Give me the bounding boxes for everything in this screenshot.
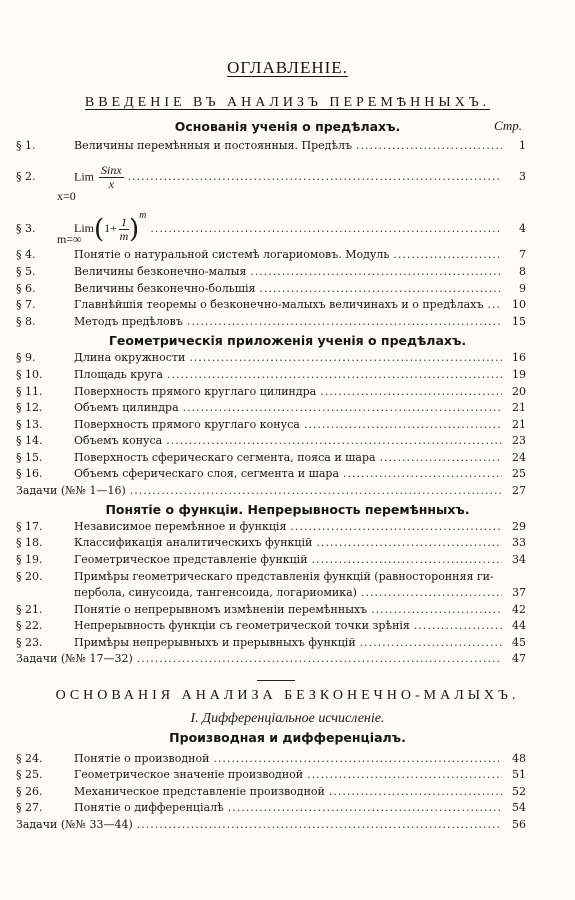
leader-dots (187, 315, 502, 328)
entry-page: 52 (512, 785, 526, 798)
entry-number: § 2. (16, 170, 36, 184)
entry-number: § 19. (16, 553, 43, 566)
leader-dots (316, 536, 502, 549)
toc-entry[interactable] (16, 368, 526, 384)
leader-dots (329, 785, 502, 798)
entry-number: § 6. (16, 282, 36, 295)
entry-page: 4 (519, 222, 526, 235)
toc-entry[interactable] (16, 467, 526, 483)
entry-page: 19 (512, 368, 526, 381)
leader-dots (320, 385, 502, 398)
entry-number: § 15. (16, 451, 43, 464)
toc-entry[interactable] (16, 298, 526, 314)
toc-entry[interactable] (16, 553, 526, 569)
entry-title: Механическое представленіе производной (74, 785, 325, 798)
subpart-heading-differential: I. Дифференціальное исчисленіе. (190, 711, 385, 726)
fraction-numerator: 1 (120, 214, 127, 229)
entry-title: Величины безконечно-малыя (74, 265, 247, 278)
fraction-denominator: m (119, 228, 129, 243)
toc-entry[interactable] (16, 603, 526, 619)
fraction-numerator: Sinx (101, 163, 122, 177)
toc-entry[interactable] (16, 401, 526, 417)
entry-title: Независимое перемѣнное и функція (74, 520, 287, 533)
entry-title: Геометрическое представленіе функцій (74, 553, 308, 566)
entry-page: 42 (512, 603, 526, 616)
toc-entry[interactable] (16, 434, 526, 450)
entry-number: § 8. (16, 315, 36, 328)
entry-title: Объемъ цилиндра (74, 401, 179, 414)
leader-dots (150, 222, 502, 235)
toc-entry[interactable] (16, 768, 526, 784)
leader-dots (166, 434, 502, 447)
toc-entry[interactable] (16, 619, 526, 635)
leader-dots (290, 520, 502, 533)
toc-entry[interactable] (16, 801, 526, 817)
toc-entry-tasks[interactable] (16, 652, 526, 668)
entry-page: 27 (512, 484, 526, 497)
entry-title: Задачи (№№ 33—44) (16, 818, 133, 831)
toc-entry[interactable] (16, 520, 526, 536)
entry-number: § 23. (16, 636, 43, 649)
entry-number: § 14. (16, 434, 43, 447)
entry-title: Понятіе о производной (74, 752, 210, 765)
entry-number: § 24. (16, 752, 43, 765)
toc-entry[interactable] (16, 418, 526, 434)
limit-formula (74, 210, 146, 243)
entry-title: Величины перемѣнныя и постоянныя. Предѣлъ (74, 139, 353, 152)
entry-page: 29 (512, 520, 526, 533)
entry-number: § 17. (16, 520, 43, 533)
entry-title: Длина окружности (74, 351, 186, 364)
toc-entry[interactable] (16, 315, 526, 331)
entry-number: § 22. (16, 619, 43, 632)
entry-page: 34 (512, 553, 526, 566)
leader-dots (130, 484, 502, 497)
entry-title: Примѣры геометрическаго представленія функцій (равносторонняя ги- (74, 570, 494, 583)
toc-entry-tasks[interactable] (16, 818, 526, 834)
entry-page: 56 (512, 818, 526, 831)
toc-entry[interactable] (16, 451, 526, 467)
leader-dots (380, 451, 502, 464)
entry-title: Поверхность прямого круглаго цилиндра (74, 385, 317, 398)
entry-page: 1 (519, 139, 526, 152)
entry-title: Понятіе о натуральной системѣ логариомовъ. Модуль (74, 248, 390, 261)
leader-dots (189, 351, 502, 364)
entry-page: 10 (512, 298, 526, 311)
page-title: ОГЛАВЛЕНIE. (227, 58, 348, 77)
entry-page: 25 (512, 467, 526, 480)
paren-plus: + (110, 221, 117, 235)
limit-subscript: m=∞ (57, 232, 82, 246)
entry-title: Примѣры непрерывныхъ и прерывныхъ функцій (74, 636, 356, 649)
leader-dots (304, 418, 502, 431)
leader-dots (393, 248, 502, 261)
paren-one: 1 (104, 221, 111, 235)
entry-number: § 26. (16, 785, 43, 798)
toc-entry[interactable] (16, 282, 526, 298)
entry-page: 21 (512, 418, 526, 431)
open-paren: ( (94, 214, 105, 245)
entry-page: 48 (512, 752, 526, 765)
leader-dots (228, 801, 502, 814)
leader-dots (356, 139, 502, 152)
entry-number: § 27. (16, 801, 43, 814)
entry-title: Площадь круга (74, 368, 163, 381)
leader-dots (487, 298, 502, 311)
entry-number: § 1. (16, 139, 36, 152)
entry-title: Понятіе о дифференціалѣ (74, 801, 224, 814)
entry-title: Методъ предѣловъ (74, 315, 183, 328)
entry-page: 51 (512, 768, 526, 781)
leader-dots (307, 768, 502, 781)
entry-title: Задачи (№№ 17—32) (16, 652, 133, 665)
entry-number: § 10. (16, 368, 43, 381)
entry-number: § 7. (16, 298, 36, 311)
leader-dots (213, 752, 502, 765)
entry-title: Задачи (№№ 1—16) (16, 484, 126, 497)
section-heading-limits: Основанія ученія о предѣлахъ. (174, 119, 401, 134)
entry-number: § 13. (16, 418, 43, 431)
toc-entry[interactable] (16, 351, 526, 367)
divider (257, 680, 295, 681)
entry-title: Поверхность прямого круглаго конуса (74, 418, 300, 431)
leader-dots (183, 401, 502, 414)
entry-number: § 20. (16, 570, 43, 583)
entry-title: Поверхность сферическаго сегмента, пояса и шара (74, 451, 376, 464)
entry-title: Объемъ сферическаго слоя, сегмента и шара (74, 467, 339, 480)
entry-number: § 4. (16, 248, 36, 261)
entry-page: 7 (519, 248, 526, 261)
toc-entry[interactable] (16, 752, 526, 768)
part-heading-introduction: ВВЕДЕНIE ВЪ АНАЛИЗЪ ПЕРЕМѢННЫХЪ. (84, 95, 491, 110)
part-heading-analysis: ОСНОВАНІЯ АНАЛИЗА БЕЗКОНЕЧНО-МАЛЫХЪ. (55, 688, 520, 703)
fraction (119, 216, 129, 243)
entry-page: 33 (512, 536, 526, 549)
entry-number: § 5. (16, 265, 36, 278)
page-column-label: Стр. (494, 118, 522, 133)
lim-label: Lim (74, 169, 94, 184)
entry-number: § 12. (16, 401, 43, 414)
toc-entry[interactable] (16, 636, 526, 652)
leader-dots (371, 603, 502, 616)
leader-dots (361, 586, 502, 599)
entry-title: Величины безконечно-большія (74, 282, 256, 295)
entry-number: § 9. (16, 351, 36, 364)
fraction (99, 164, 124, 191)
entry-number: § 18. (16, 536, 43, 549)
entry-title: Объемъ конуса (74, 434, 163, 447)
leader-dots (312, 553, 502, 566)
entry-page: 44 (512, 619, 526, 632)
limit-subscript: x=0 (57, 189, 76, 203)
fraction-denominator: x (108, 177, 114, 191)
toc-entry[interactable] (16, 265, 526, 281)
leader-dots (167, 368, 502, 381)
entry-title: Классификація аналитическихъ функцій (74, 536, 313, 549)
leader-dots (414, 619, 502, 632)
toc-entry[interactable] (16, 139, 526, 155)
leader-dots (343, 467, 502, 480)
entry-page: 47 (512, 652, 526, 665)
section-heading-geometric: Геометрическія приложенія ученія о предѣлахъ. (108, 333, 467, 348)
leader-dots (360, 636, 502, 649)
section-heading-function: Понятіе о функціи. Непрерывность перемѣнныхъ. (105, 502, 470, 517)
entry-page: 9 (519, 282, 526, 295)
entry-number: § 25. (16, 768, 43, 781)
entry-title: Понятіе о непрерывномъ измѣненіи перемѣнныхъ (74, 603, 368, 616)
entry-page: 15 (512, 315, 526, 328)
entry-page: 23 (512, 434, 526, 447)
exponent: m (139, 210, 147, 221)
toc-entry-tasks[interactable] (16, 484, 526, 500)
leader-dots (137, 818, 502, 831)
leader-dots (128, 170, 502, 183)
section-heading-derivative: Производная и дифференціалъ. (169, 730, 406, 745)
entry-title: Главнѣйшія теоремы о безконечно-малыхъ величинахъ и о предѣлахъ (74, 298, 484, 311)
entry-page: 37 (512, 586, 526, 599)
entry-number: § 3. (16, 222, 36, 235)
entry-title: Непрерывность функціи съ геометрической точки зрѣнія (74, 619, 410, 632)
toc-entry[interactable] (16, 785, 526, 801)
entry-page: 16 (512, 351, 526, 364)
entry-page: 20 (512, 385, 526, 398)
entry-number: § 16. (16, 467, 43, 480)
toc-entry[interactable] (16, 536, 526, 552)
entry-title: пербола, синусоида, тангенсоида, логариомика) (74, 586, 357, 599)
leader-dots (259, 282, 502, 295)
entry-page: 54 (512, 801, 526, 814)
toc-entry[interactable] (16, 163, 526, 191)
toc-entry[interactable] (16, 570, 526, 586)
entry-number: § 11. (16, 385, 43, 398)
close-paren: ) (128, 214, 140, 245)
entry-page: 21 (512, 401, 526, 414)
lim-label: Lim (74, 221, 94, 235)
leader-dots (137, 652, 502, 665)
limit-formula (74, 164, 124, 191)
toc-entry[interactable] (16, 385, 526, 401)
toc-entry[interactable] (16, 210, 526, 245)
entry-page: 3 (519, 170, 526, 184)
entry-page: 8 (519, 265, 526, 278)
entry-page: 24 (512, 451, 526, 464)
entry-page: 45 (512, 636, 526, 649)
entry-number: § 21. (16, 603, 43, 616)
toc-entry[interactable] (16, 248, 526, 264)
leader-dots (250, 265, 502, 278)
entry-title: Геометрическое значеніе производной (74, 768, 304, 781)
toc-entry-continuation[interactable] (16, 586, 526, 602)
